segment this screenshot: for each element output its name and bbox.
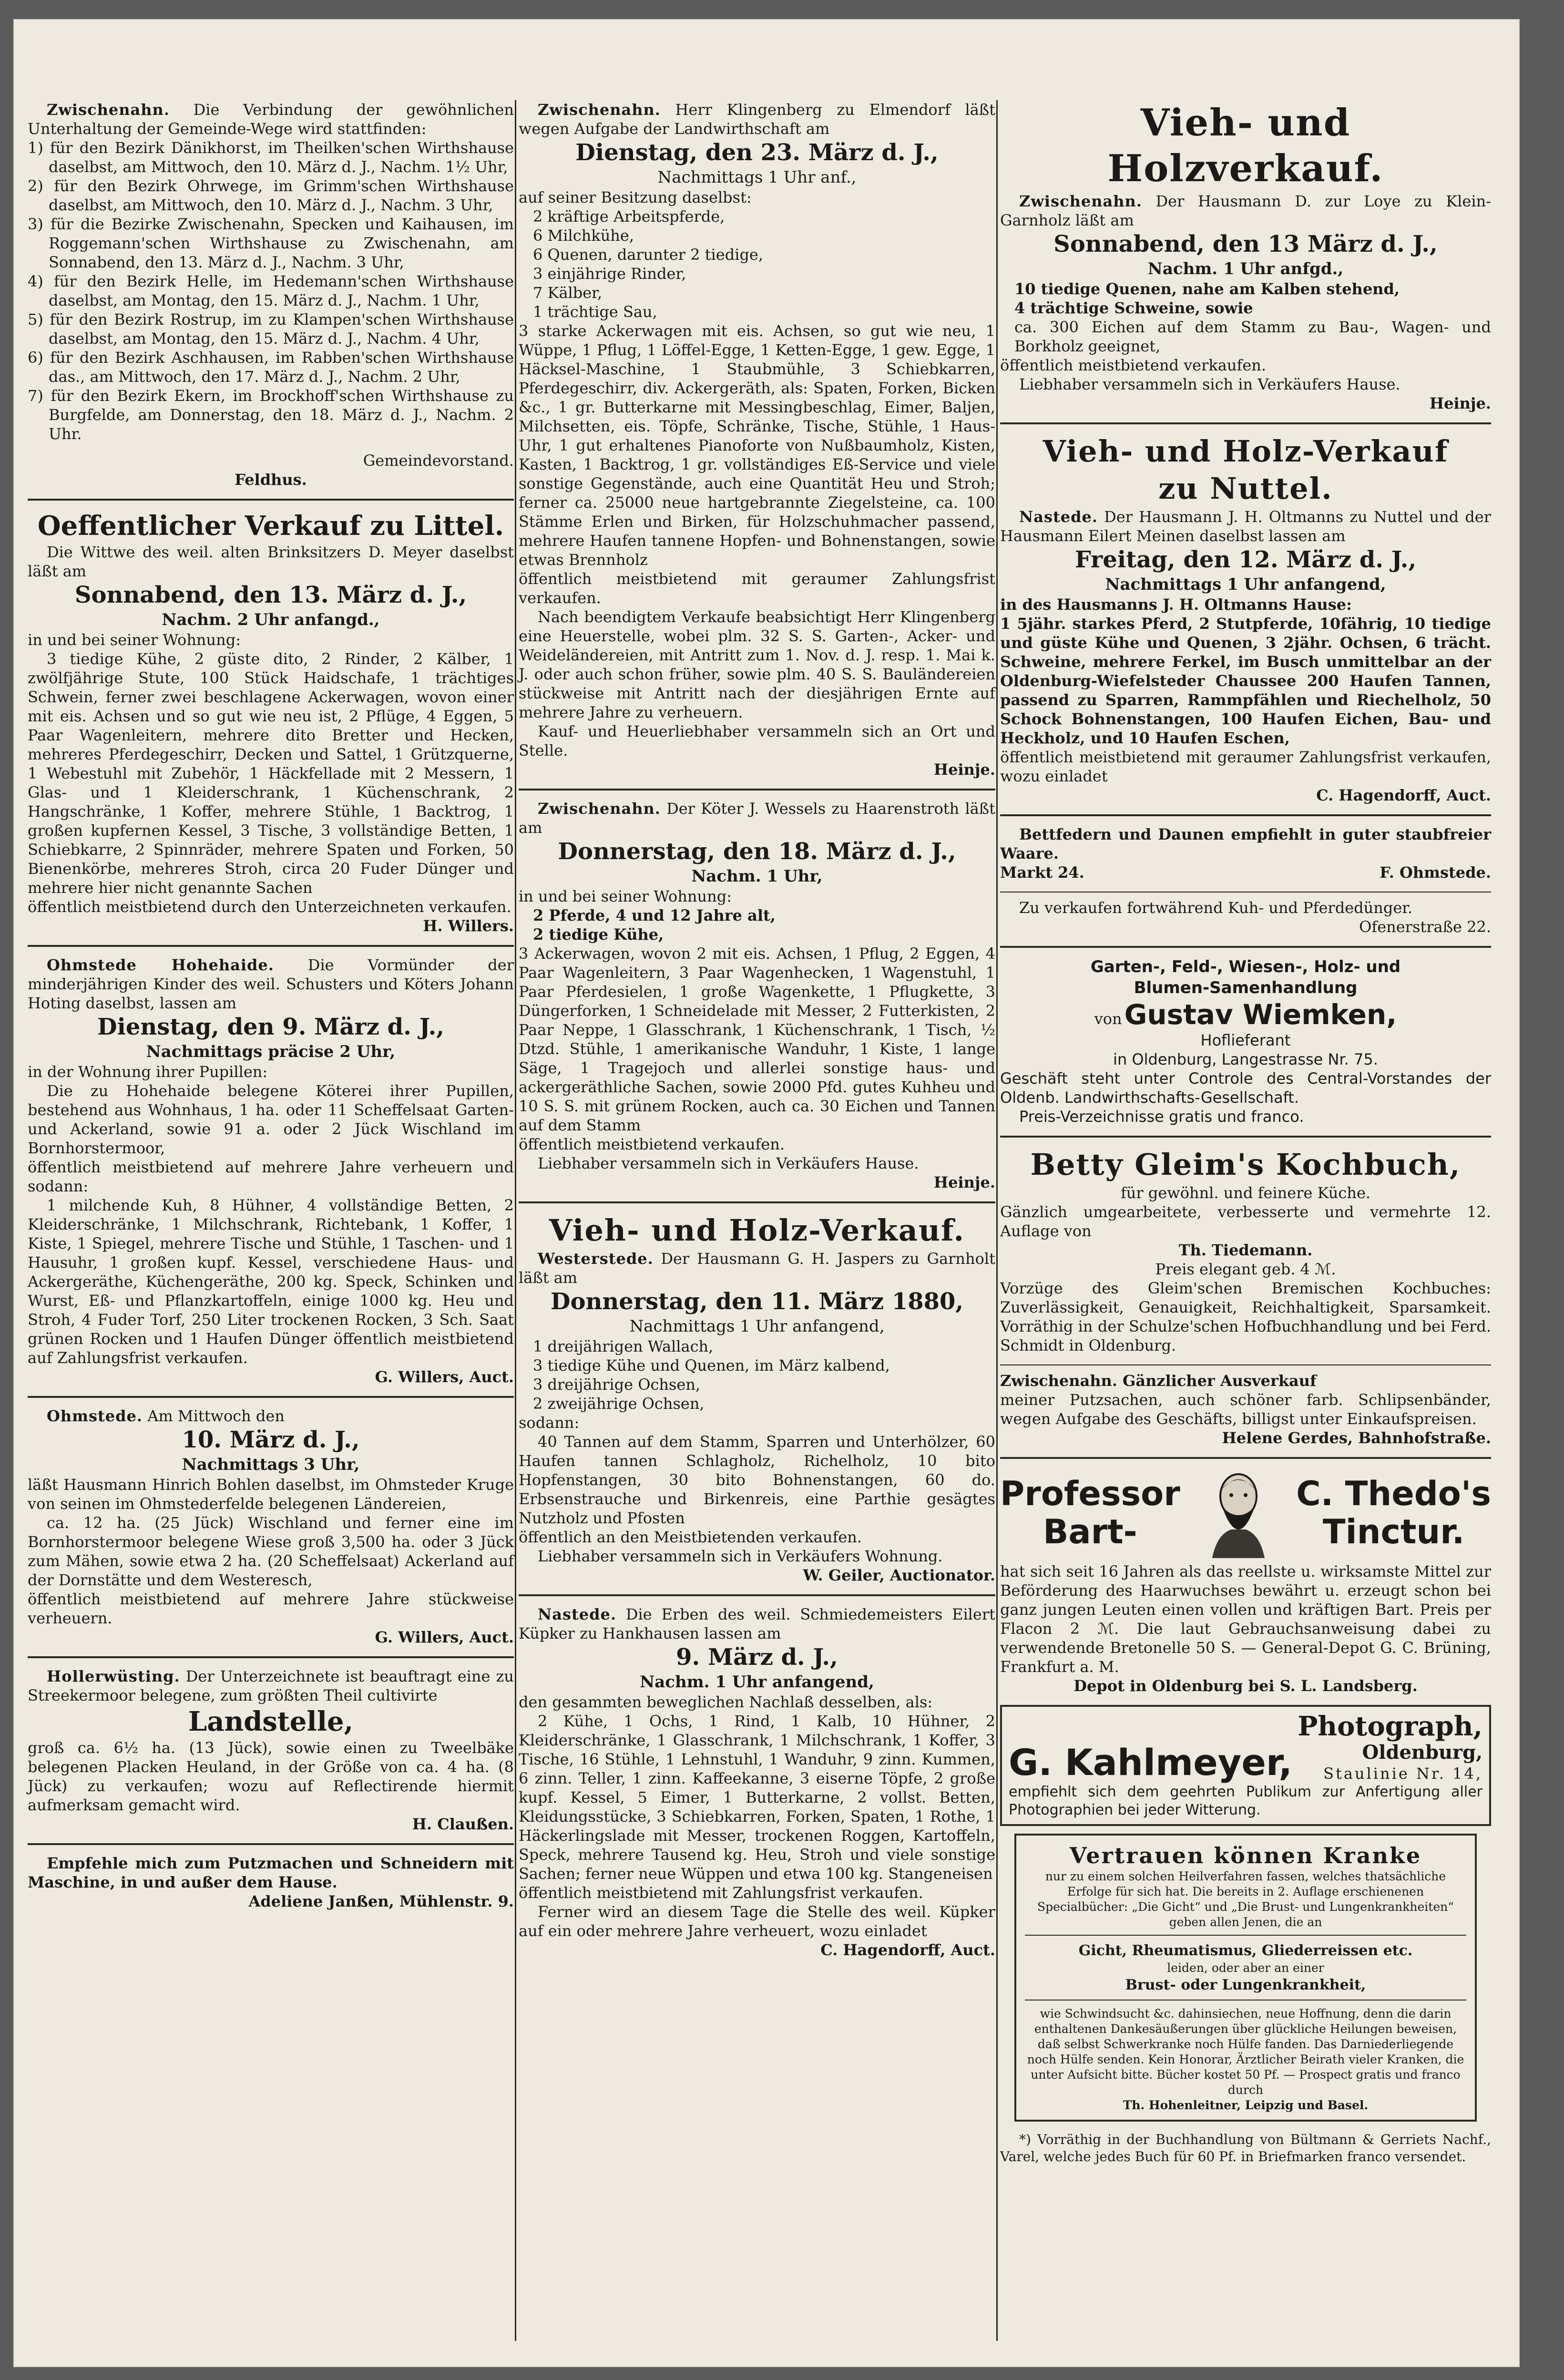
ad-body: Vorzüge des Gleim'schen Bremischen Kochbuches: Zuverlässigkeit, Genauigkeit, Reichhaltigkeit, Sparsamkeit. Vorräthig in der Schulze'schen Hofbuchhandlung und bei Ferd. Schmidt in Oldenburg.: [1000, 1279, 1491, 1354]
list-item: 3 einjährige Rinder,: [533, 265, 686, 283]
ad-lead: Zwischenahn.: [538, 101, 661, 119]
ad-time: Nachmittags 3 Uhr,: [182, 1455, 360, 1474]
ad-body: ca. 12 ha. (25 Jück) Wischland und ferner eine im Bornhorstermoor belegene Wiese groß 3,500 ha. oder 3 Jück zum Mähen, sowie etwa 2 ha. (20 Scheffelsaat) Ackerland auf der Dornstätte und dem Westeresch,: [28, 1514, 514, 1589]
ad-time: Nachmittags präcise 2 Uhr,: [146, 1042, 396, 1061]
ad-signer-name: Feldhus.: [235, 471, 307, 489]
ad-intro: Die Wittwe des weil. alten Brinksitzers D. Meyer daselbst läßt am: [28, 543, 514, 580]
list-item: 10 tiedige Quenen, nahe am Kalben stehend,: [1014, 280, 1400, 298]
ad-title-line-2: zu Nuttel.: [1158, 471, 1333, 506]
ad-word-tinctur: Tinctur.: [1322, 1512, 1465, 1551]
ad-sale-littel: [28, 509, 514, 935]
list-item: 6 Quenen, darunter 2 tiedige,: [533, 246, 764, 264]
list-item: 2) für den Bezirk Ohrwege, im Grimm'schen Wirthshause daselbst, am Mittwoch, den 10. März d. J., Nachm. 3 Uhr,: [28, 177, 514, 214]
ad-intro: Am Mittwoch den: [147, 1407, 285, 1425]
ad-intro: Herr Klingenberg zu Elmendorf läßt wegen Aufgabe der Landwirthschaft am: [519, 101, 996, 138]
ad-invite: Liebhaber versammeln sich in Verkäufers Wohnung.: [538, 1547, 943, 1565]
ad-word-bart: Bart-: [1043, 1512, 1137, 1551]
ad-signature: H. Willers.: [423, 917, 514, 935]
list-item: 3 tiedige Kühe und Quenen, im März kalbend,: [533, 1356, 890, 1375]
ad-lead: Zwischenahn.: [47, 101, 170, 119]
ad-body: 3 tiedige Kühe, 2 güste dito, 2 Rinder, 2 Kälber, 1 zwölfjährige Stute, 100 Stück Haidschafe, 1 trächtiges Schwein, ferner zwei beschlagene Ackerwagen, wovon einer mit eis. Achsen und so gut wie neu ist, 2 Pflüge, 4 Eggen, 5 Paar Wagenleitern, mehrere dito Bretter und Hecken, mehreres Pferdegeschirr, Decken und Sattel, 1 Grützquerne, 1 Webestuhl mit Zubehör, 1 Häckfellade mit 2 Messern, 1 Glas- und 1 Kleiderschrank, 1 Küchenschrank, 2 Hangschränke, 1 Koffer, mehrere Stühle, 1 Backtrog, 1 großen kupfernen Kessel, 3 Tische, 3 vollständige Betten, 1 Schiebkarre, 2 Spinnräder, mehrere Spaten und Forken, 50 Bienenkörbe, mehreres Stroh, circa 20 Fuder Dünger und mehrere hier nicht genannte Sachen: [28, 650, 514, 897]
ad-date: Dienstag, den 23. März d. J.,: [575, 139, 939, 166]
ad-city: Oldenburg,: [1362, 1741, 1482, 1764]
ad-wiemken: [1000, 956, 1491, 1126]
ad-signer: Gemeindevorstand.: [363, 451, 514, 470]
column-rule-2: [996, 100, 998, 2341]
ad-word-professor: Professor: [1000, 1474, 1180, 1513]
ad-where: auf seiner Besitzung daselbst:: [519, 188, 752, 206]
ad-intro: Die Vormünder der minderjährigen Kinder des weil. Schusters und Köters Johann Hoting daselbst, lassen am: [28, 956, 514, 1012]
list-item: 2 zweijährige Ochsen,: [533, 1395, 705, 1413]
ad-close: öffentlich meistbietend durch den Unterzeichneten verkaufen.: [28, 898, 511, 916]
ad-lead: Zwischenahn. Gänzlicher Ausverkauf: [1000, 1372, 1317, 1390]
ad-word-thedo: C. Thedo's: [1296, 1474, 1491, 1513]
ad-extra: Ferner wird an diesem Tage die Stelle des weil. Küpker auf ein oder mehrere Jahre verheuert, wozu einladet: [519, 1903, 995, 1940]
list-item: 3) für die Bezirke Zwischenahn, Specken und Kaihausen, im Roggemann'schen Wirthshause zu Zwischenahn, am Sonnabend, den 13. März d. J., Nachm. 3 Uhr,: [28, 215, 514, 271]
ad-body: öffentlich meistbietend auf mehrere Jahre verheuern und sodann:: [28, 1158, 514, 1195]
list-item: 5) für den Bezirk Rostrup, im zu Klampen'schen Wirthshause daselbst, am Montag, den 15. März d. J., Nachm. 4 Uhr,: [28, 310, 514, 348]
ad-time: Nachm. 1 Uhr,: [691, 867, 823, 886]
ad-duenger: [1000, 898, 1491, 936]
ad-where: in der Wohnung ihrer Pupillen:: [28, 1063, 268, 1081]
list-item: 1 trächtige Sau,: [533, 303, 657, 321]
ad-title: Vieh- und Holz-Verkauf.: [549, 1213, 965, 1248]
ad-body: 1 milchende Kuh, 8 Hühner, 4 vollständige Betten, 2 Kleiderschränke, 1 Milchschrank, Richtebank, 1 Koffer, 1 Kiste, 1 Spiegel, mehrere Tische und Stühle, 1 Taschen- und 1 Hausuhr, 1 großen kupf. Kessel, verschiedene Haus- und Ackergeräthe, Küchengeräthe, 200 kg. Speck, Schinken und Wurst, Eß- und Pflanzkartoffeln, einige 1000 kg. Heu und Stroh, 4 Fuder Torf, 250 Liter trockenen Rocken, 3 Sch. Saat grünen Rocken und 1 Haufen Dünger öffentlich meistbietend auf Zahlungsfrist verkaufen.: [28, 1196, 514, 1367]
ad-address: Markt 24.: [1000, 863, 1084, 882]
list-item: 7) für den Bezirk Ekern, im Brockhoff'schen Wirthshause zu Burgfelde, am Donnerstag, den 18. März d. J., Nachm. 2 Uhr.: [28, 387, 514, 443]
ad-headline-line-2: Blumen-Samenhandlung: [1134, 978, 1358, 997]
ad-where: in und bei seiner Wohnung:: [28, 631, 241, 649]
ad-kochbuch: [1000, 1146, 1491, 1355]
ad-signature: H. Claußen.: [412, 1815, 514, 1833]
ad-close: öffentlich meistbietend mit geraumer Zahlungsfrist verkaufen, wozu einladet: [1000, 748, 1491, 785]
ad-price: Preis-Verzeichnisse gratis und franco.: [1019, 1108, 1304, 1126]
footnote-text: *) Vorräthig in der Buchhandlung von Bültmann & Gerriets Nachf., Varel, welche jedes Buch für 60 Pf. in Briefmarken franco versendet.: [1000, 2132, 1491, 2165]
ad-time: Nachmittags 1 Uhr anfangend,: [629, 1317, 885, 1336]
ad-mid-heading: Gicht, Rheumatismus, Gliederreissen etc.: [1078, 1942, 1413, 1959]
ad-intro: Der Hausmann D. zur Loye zu Klein-Garnholz läßt am: [1000, 192, 1492, 229]
ad-zur-loye: [1000, 100, 1491, 413]
ad-hollerwuesting: [28, 1667, 514, 1834]
ad-title: Vieh- und Holz-Verkauf: [1043, 434, 1449, 469]
list-item: 3 dreijährige Ochsen,: [533, 1375, 701, 1394]
ad-von: von: [1094, 1010, 1122, 1028]
list-item: 4) für den Bezirk Helle, im Hedemann'schen Wirthshause daselbst, am Montag, den 15. März d. J., Nachm. 1 Uhr,: [28, 272, 514, 309]
ad-lead: Nastede.: [1019, 508, 1098, 526]
ad-name: G. Kahlmeyer,: [1009, 1741, 1293, 1784]
ad-body: Empfehle mich zum Putzmachen und Schneidern mit Maschine, in und außer dem Hause.: [28, 1854, 514, 1891]
ad-author: Th. Tiedemann.: [1178, 1241, 1313, 1259]
ad-nuttel: [1000, 433, 1491, 805]
ad-body: 3 starke Ackerwagen mit eis. Achsen, so gut wie neu, 1 Wüppe, 1 Pflug, 1 Löffel-Egge, 1 Ketten-Egge, 1 gew. Egge, 1 Häcksel-Maschine, 1 Staubmühle, 3 Schiebkarren, Pferdegeschirr, div. Ackergeräth, als: Spaten, Forken, Bicken &c., 1 gr. Butterkarne mit Messingbeschlag, Eimer, Baljen, Milchsetten, eis. Töpfe, Schränke, Tische, Stühle, 1 Haus-Uhr, 1 gut erhaltenes Pianoforte von Nußbaumholz, Kisten, Kasten, 1 Backtrog, 1 gr. vollständiges Eß-Service und viele sonstige Gegenstände, auch eine Quantität Heu und Stroh; ferner ca. 25000 neue hartgebrannte Ziegelsteine, ca. 100 Stämme Erlen und Birken, für Holzschuhmacher passend, mehrere Haufen tannene Hopfen- und Bohnenstangen, sowie etwas Brennholz: [519, 322, 995, 569]
ad-body: läßt Hausmann Hinrich Bohlen daselbst, im Ohmsteder Kruge von seinen im Ohmstederfelde belegenen Ländereien,: [28, 1476, 514, 1513]
ad-body: Geschäft steht unter Controle des Central-Vorstandes der Oldenb. Landwirthschafts-Gesellschaft.: [1000, 1069, 1491, 1107]
ad-intro: Der Köter J. Wessels zu Haarenstroth läßt am: [519, 800, 996, 837]
ad-subtitle: für gewöhnl. und feinere Küche.: [1120, 1184, 1371, 1202]
list-item: 6 Milchkühe,: [533, 226, 634, 245]
ad-signature: Heinje.: [933, 1173, 995, 1191]
ad-name: Gustav Wiemken,: [1124, 998, 1397, 1031]
ad-date: 9. März d. J.,: [676, 1644, 838, 1671]
ad-lead: Nastede.: [538, 1605, 617, 1623]
list-item: 6) für den Bezirk Aschhausen, im Rabben'schen Wirthshause das., am Mittwoch, den 17. März d. J., Nachm. 2 Uhr,: [28, 349, 514, 386]
ad-headline: Vertrauen können Kranke: [1069, 1843, 1422, 1868]
ad-body: 2 Kühe, 1 Ochs, 1 Rind, 1 Kalb, 10 Hühner, 2 Kleiderschränke, 1 Glasschrank, 1 Milchschrank, 1 Koffer, 3 Tische, 16 Stühle, 1 Lehnstuhl, 1 Wanduhr, 9 zinn. Kummen, 6 zinn. Teller, 1 zinn. Kaffeekanne, 3 eiserne Töpfe, 2 große kupf. Kessel, 5 Eimer, 1 Butterkarne, 2 vollst. Betten, Kleidungsstücke, 3 Schiebkarren, Forken, Spaten, 1 Rothe, 1 Häckerlingslade mit Messer, trockenen Roggen, Kartoffeln, Speck, mehrere Tausend kg. Heu, Stroh und viele sonstige Sachen; ferner neue Wüppen und etwa 100 kg. Stangeneisen: [519, 1712, 995, 1883]
ad-time: Nachmittags 1 Uhr anf.,: [657, 168, 857, 187]
ad-date: Donnerstag, den 11. März 1880,: [550, 1288, 964, 1315]
ad-signature: G. Willers, Auct.: [375, 1628, 514, 1646]
ad-signature: Heinje.: [1429, 394, 1491, 412]
ad-title: Oeffentlicher Verkauf zu Littel.: [37, 510, 504, 542]
ad-body: meiner Putzsachen, auch schöner farb. Schlipsenbänder, wegen Aufgabe des Geschäfts, billigst unter Einkaufspreisen.: [1000, 1391, 1491, 1428]
ad-intro: Der Unterzeichnete ist beauftragt eine zu Streekermoor belegene, zum größten Theil cultivirte: [28, 1667, 514, 1704]
footnote: [1000, 2131, 1491, 2165]
ad-intro: Die Verbindung der gewöhnlichen Unterhaltung der Gemeinde-Wege wird stattfinden:: [28, 101, 514, 138]
ad-profession: Photograph,: [1298, 1711, 1482, 1742]
column-rule-1: [515, 100, 516, 2341]
ad-time: Nachmittags 1 Uhr anfangend,: [1105, 575, 1386, 594]
list-item: 4 trächtige Schweine, sowie: [1014, 299, 1253, 317]
ad-date: Sonnabend, den 13. März d. J.,: [74, 582, 467, 608]
ad-kahlmeyer: [1000, 1705, 1491, 1826]
ad-date: Donnerstag, den 18. März d. J.,: [558, 838, 956, 865]
ad-body: 3 Ackerwagen, wovon 2 mit eis. Achsen, 1 Pflug, 2 Eggen, 4 Paar Wagenleitern, 3 Paar Wagenhecken, 1 Wagenstuhl, 1 Paar Pferdesielen, 1 große Wagenkette, 1 Pflugkette, 3 Düngerforken, 1 Schneidelade mit Messer, 2 Futterkisten, 2 Paar Neppe, 1 Glasschrank, 1 Küchenschrank, 1 Tisch, ½ Dtzd. Stühle, 1 amerikanische Wanduhr, 1 Kiste, 1 lange Säge, 1 Tragejoch und allerlei sonstige haus- und ackergeräthliche Sachen, sowie 2000 Pfd. gutes Kuhheu und 10 S. S. mit grünem Rocken, auch ca. 30 Eichen und Tannen auf dem Stamm: [519, 944, 995, 1134]
ad-signature: G. Willers, Auct.: [375, 1368, 514, 1386]
ad-depot: Depot in Oldenburg bei S. L. Landsberg.: [1073, 1677, 1418, 1695]
ad-headline: Garten-, Feld-, Wiesen-, Holz- und: [1090, 957, 1401, 976]
ad-lead: Ohmstede Hohehaide.: [47, 956, 274, 974]
ad-time: Nachm. 1 Uhr anfangend,: [640, 1672, 874, 1692]
ad-ausverkauf: [1000, 1371, 1491, 1447]
list-item: 7 Kälber,: [533, 284, 603, 302]
ad-road-maintenance: [28, 100, 514, 489]
ad-lead: Ohmstede.: [47, 1407, 143, 1425]
ad-body: nur zu einem solchen Heilverfahren fassen, welches thatsächliche Erfolge für sich hat. Die bereits in 2. Auflage erschienenen Specialbücher: „Die Gicht“ und „Die Brust- und Lungenkrankheiten“ geben allen Jenen, die an: [1037, 1869, 1454, 1929]
bearded-portrait-icon: [1203, 1467, 1274, 1558]
list-item: 1) für den Bezirk Dänikhorst, im Theilken'schen Wirthshause daselbst, am Mittwoch, den 10. März d. J., Nachm. 1½ Uhr,: [28, 139, 514, 176]
ad-klingenberg: [519, 100, 995, 779]
column-2: [519, 100, 995, 1969]
ad-invite: Liebhaber versammeln sich in Verkäufers Hause.: [1019, 375, 1400, 393]
ad-mid-heading-2: Brust- oder Lungenkrankheit,: [1125, 1977, 1366, 1993]
ad-body: wie Schwindsucht &c. dahinsiechen, neue Hoffnung, denn die darin enthaltenen Dankesäußerungen über glückliche Heilungen beweisen, daß selbst Schwerkranke noch Hülfe fanden. Das Darniederliegende noch Hülfe senden. Kein Honorar, Ärztlicher Beirath vieler Kranken, die unter Aufsicht bitte. Bücher kostet 50 Pf. — Prospect gratis und franco durch: [1027, 2007, 1464, 2097]
ad-mid-text: leiden, oder aber an einer: [1167, 1961, 1324, 1975]
column-1: [28, 100, 514, 1920]
ad-intro: Die Erben des weil. Schmiedemeisters Eilert Küpker zu Hankhausen lassen am: [519, 1605, 996, 1642]
ad-title: Vieh- und Holzverkauf.: [1107, 101, 1384, 190]
ad-where: in des Hausmanns J. H. Oltmanns Hause:: [1000, 595, 1352, 614]
ad-signature: Adeliene Janßen, Mühlenstr. 9.: [248, 1892, 514, 1910]
ad-close: öffentlich meistbietend verkaufen.: [1000, 356, 1267, 374]
list-item: 2 kräftige Arbeitspferde,: [533, 207, 725, 226]
ad-signature: C. Hagendorff, Auct.: [1316, 786, 1491, 804]
ad-role: Hoflieferant: [1200, 1031, 1291, 1049]
ad-title: Landstelle,: [188, 1706, 354, 1737]
ad-date: Freitag, den 12. März d. J.,: [1074, 546, 1417, 573]
ad-signature: Helene Gerdes, Bahnhofstraße.: [1222, 1429, 1491, 1447]
ad-body: 40 Tannen auf dem Stamm, Sparren und Unterhölzer, 60 Haufen tannen Schlagholz, Richelholz, 10 bito Hopfenstangen, 30 bito Bohnenstangen, 60 do. Erbsenstrauche und Birkenreis, eine Parthie gesägtes Nutzholz und Pfosten: [519, 1433, 995, 1527]
newspaper-page: [13, 19, 1520, 2367]
ad-body: hat sich seit 16 Jahren als das reellste u. wirksamste Mittel zur Beförderung des Haarwuchses bewährt u. erzeugt schon bei ganz jungen Leuten einen vollen und kräftigen Bart. Preis per Flacon 2 ℳ. Die laut Gebrauchsanweisung dabei zu verwendende Bretonelle 50 S. — General-Depot G. C. Brüning, Frankfurt a. M.: [1000, 1562, 1491, 1676]
ad-address: Ofenerstraße 22.: [1359, 918, 1491, 936]
ad-date: Dienstag, den 9. März d. J.,: [97, 1014, 444, 1040]
list-item: 1 dreijährigen Wallach,: [533, 1337, 714, 1355]
ad-body: Gänzlich umgearbeitete, verbesserte und vermehrte 12. Auflage von: [1000, 1203, 1491, 1240]
ad-lead: Westerstede.: [538, 1250, 654, 1268]
ad-ohmstede-land: [28, 1406, 514, 1647]
ad-vertrauen: [1014, 1834, 1477, 2122]
ad-close: öffentlich meistbietend mit geraumer Zahlungsfrist verkaufen.: [519, 570, 995, 607]
ad-time: Nachm. 2 Uhr anfangd.,: [162, 610, 380, 629]
ad-signature: Heinje.: [933, 760, 995, 779]
ad-title: Betty Gleim's Kochbuch,: [1030, 1147, 1461, 1182]
ad-invite: Kauf- und Heuerliebhaber versammeln sich an Ort und Stelle.: [519, 722, 995, 759]
ad-signature: W. Geiler, Auctionator.: [803, 1566, 995, 1584]
list-item: 2 tiedige Kühe,: [533, 925, 664, 944]
ad-signature: C. Hagendorff, Auct.: [820, 1941, 995, 1959]
ad-signature: Th. Hohenleitner, Leipzig und Basel.: [1123, 2098, 1369, 2112]
ad-jaspers: [519, 1212, 995, 1585]
ad-body: Zu verkaufen fortwährend Kuh- und Pferdedünger.: [1019, 899, 1413, 917]
ad-lead: Zwischenahn.: [538, 800, 661, 818]
ad-date: 10. März d. J.,: [182, 1426, 360, 1453]
ad-intro: Der Hausmann J. H. Oltmanns zu Nuttel und der Hausmann Eilert Meinen daselbst lassen am: [1000, 508, 1492, 545]
ad-bart-tinctur: [1000, 1467, 1491, 1695]
ad-body: Bettfedern und Daunen empfiehlt in guter staubfreier Waare.: [1000, 825, 1491, 862]
ad-extra: Nach beendigtem Verkaufe beabsichtigt Herr Klingenberg eine Heuerstelle, wobei plm. 32 S. S. Garten-, Acker- und Weideländereien, mit Antritt zum 1. Nov. d. J. resp. 1. Mai k. J. oder auch schon früher, sowie plm. 40 S. S. Bauländereien stückweise mit Antritt nach der diesjährigen Ernte auf mehrere Jahre zu verheuern.: [519, 608, 995, 721]
ad-invite: Liebhaber versammeln sich in Verkäufers Hause.: [538, 1154, 919, 1172]
ad-kuepker: [519, 1605, 995, 1959]
ad-time: Nachm. 1 Uhr anfgd.,: [1147, 259, 1344, 278]
ad-address: Staulinie Nr. 14,: [1323, 1764, 1482, 1783]
ad-close: öffentlich meistbietend verkaufen.: [519, 1135, 785, 1153]
ad-close: öffentlich meistbietend mit Zahlungsfrist verkaufen.: [519, 1884, 923, 1902]
ad-bettfedern: [1000, 825, 1491, 882]
ad-body: Die zu Hohehaide belegene Köterei ihrer Pupillen, bestehend aus Wohnhaus, 1 ha. oder 11 Scheffelsaat Garten- und Ackerland, sowie 91 a. oder 2 Jück Wischland im Bornhorstermoor,: [28, 1082, 514, 1157]
ad-signature: F. Ohmstede.: [1380, 863, 1491, 882]
ad-lead: Hollerwüsting.: [47, 1667, 180, 1685]
ad-ohmstede-hohehaide: [28, 955, 514, 1386]
list-item: ca. 300 Eichen auf dem Stamm zu Bau-, Wagen- und Borkholz geeignet,: [1014, 318, 1491, 355]
ad-where: in und bei seiner Wohnung:: [519, 887, 732, 905]
ad-seamstress: [28, 1854, 514, 1911]
ad-price: Preis elegant geb. 4 ℳ.: [1155, 1260, 1336, 1278]
ad-body: empfiehlt sich dem geehrten Publikum zur Anfertigung aller Photographien bei jeder Witterung.: [1009, 1784, 1482, 1818]
ad-intro: Der Hausmann G. H. Jaspers zu Garnholt läßt am: [519, 1250, 995, 1287]
ad-sodann: sodann:: [519, 1414, 580, 1432]
ad-place: in Oldenburg, Langestrasse Nr. 75.: [1113, 1050, 1378, 1068]
ad-wessels: [519, 799, 995, 1192]
ad-close: öffentlich an den Meistbietenden verkaufen.: [519, 1528, 862, 1546]
ad-where: den gesammten beweglichen Nachlaß desselben, als:: [519, 1693, 933, 1711]
ad-lead: Zwischenahn.: [1019, 192, 1142, 210]
ad-body: groß ca. 6½ ha. (13 Jück), sowie einen zu Tweelbäke belegenen Placken Heuland, in der Größe von ca. 4 ha. (8 Jück) zu verkaufen; wozu auf Reflectirende hiermit aufmerksam gemacht wird.: [28, 1739, 514, 1814]
column-3: [1000, 100, 1491, 2165]
list-item: 2 Pferde, 4 und 12 Jahre alt,: [533, 906, 776, 924]
ad-body: 1 5jähr. starkes Pferd, 2 Stutpferde, 10fährig, 10 tiedige und güste Kühe und Quenen, 3 2jähr. Ochsen, 6 trächt. Schweine, mehrere Ferkel, im Busch unmittelbar an der Oldenburg-Wiefelsteder Chaussee 200 Haufen Tannen, passend zu Sparren, Rammpfählen und Riechelholz, 50 Schock Bohnenstangen, 100 Haufen Eichen, Bau- und Heckholz, und 10 Haufen Eschen,: [1000, 615, 1491, 747]
ad-close: öffentlich meistbietend auf mehrere Jahre stückweise verheuern.: [28, 1590, 514, 1627]
ad-date: Sonnabend, den 13 März d. J.,: [1053, 231, 1438, 257]
